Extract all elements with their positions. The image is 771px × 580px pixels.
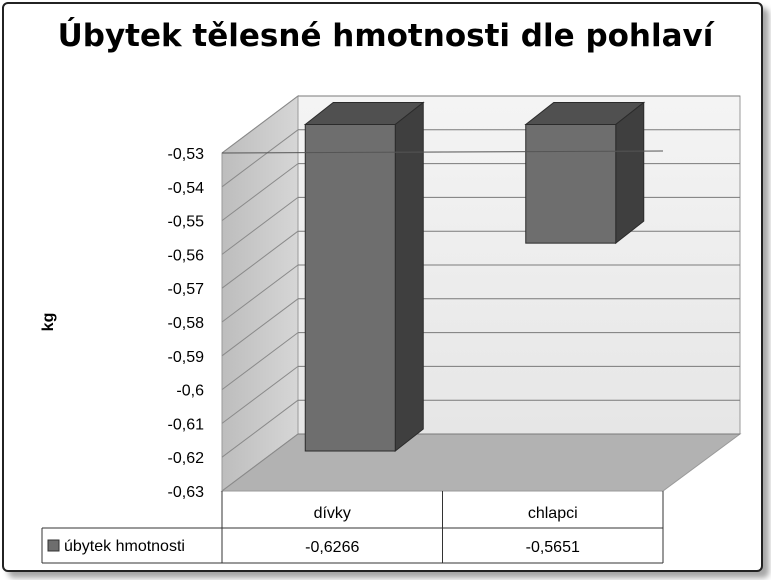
y-tick-label: -0,58 <box>167 315 204 332</box>
bar-1 <box>305 125 395 452</box>
y-tick-labels <box>168 146 205 501</box>
chart-title: Úbytek tělesné hmotnosti dle pohlaví <box>57 18 714 54</box>
data-label: -0,6266 <box>305 539 360 556</box>
y-tick-label: -0,53 <box>167 146 204 163</box>
y-tick-label: -0,6 <box>176 382 204 400</box>
y-tick-label: -0,57 <box>167 281 204 299</box>
data-table <box>42 491 663 563</box>
bar-side-1 <box>395 103 423 452</box>
category-label: dívky <box>313 505 351 522</box>
bar-side-2 <box>616 103 644 244</box>
category-label: chlapci <box>527 505 578 522</box>
y-tick-label: -0,62 <box>167 450 204 468</box>
legend-label: úbytek hmotnosti <box>64 538 185 555</box>
legend-swatch <box>48 540 59 551</box>
y-tick-label: -0,61 <box>167 416 204 434</box>
y-tick-label: -0,59 <box>167 348 204 366</box>
data-label: -0,5651 <box>525 539 580 556</box>
y-axis-label: kg <box>40 312 57 332</box>
y-tick-label: -0,63 <box>167 484 204 501</box>
y-tick-label: -0,54 <box>167 179 204 197</box>
y-tick-label: -0,56 <box>167 247 204 265</box>
bar-2 <box>526 125 616 244</box>
chart-floor <box>222 434 740 491</box>
y-tick-label: -0,55 <box>167 213 204 231</box>
